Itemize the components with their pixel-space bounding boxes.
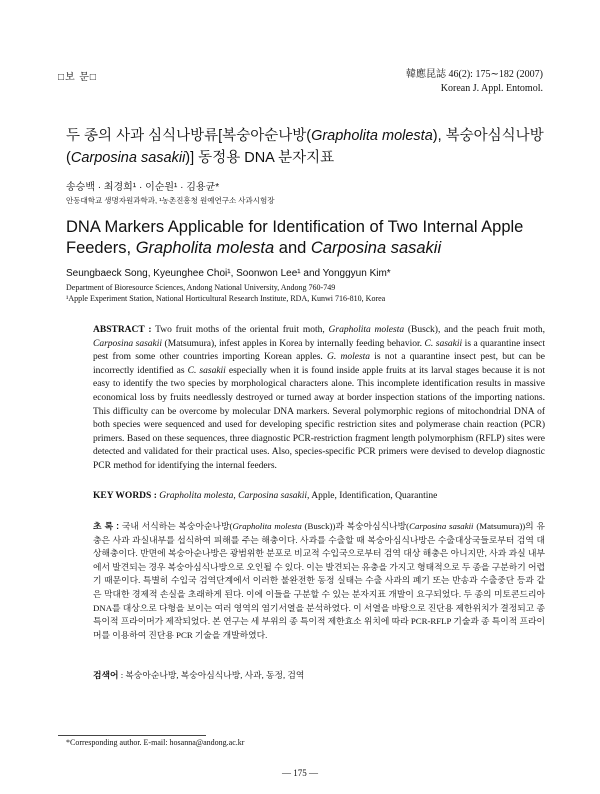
keyword-species: Carposina sasakii — [238, 491, 308, 501]
abstract-text: is a quarantine insect pest from some other countries importing Korean apples. — [93, 338, 546, 363]
abstract-text: (Busck), and the peach fruit moth, — [404, 325, 545, 335]
korean-abstract-label: 초 록 : — [93, 521, 120, 531]
footnote-divider — [58, 735, 206, 736]
keyword-species: Grapholita molesta — [159, 491, 234, 501]
korean-authors: 송승백 · 최경희¹ · 이순원¹ · 김용균* — [66, 182, 220, 193]
korean-title-species: Grapholita molesta — [311, 128, 433, 144]
english-title-text: DNA Markers Applicable for Identification of Two Internal Apple Feeders, — [66, 218, 524, 257]
affiliation-line: ¹Apple Experiment Station, National Horticultural Research Institute, RDA, Kunwi 716-810, Korea — [66, 294, 386, 303]
english-affiliation — [66, 282, 546, 304]
english-title-species: Grapholita molesta — [135, 239, 275, 257]
section-label: □보 문□ — [58, 72, 97, 83]
korean-keywords-label: 검색어 — [93, 670, 119, 680]
korean-affiliation: 안동대학교 생명자원과학과, ¹농촌진흥청 원예연구소 사과시험장 — [66, 196, 275, 205]
english-title — [66, 217, 566, 259]
abstract-text: is not a quarantine insect pest, but can be incorrectly identified as — [93, 352, 545, 376]
keyword-text: , Apple, Identification, Quarantine — [307, 491, 438, 501]
korean-abstract-text: (Busck))과 복숭아심식나방( — [301, 521, 410, 531]
journal-volume: 韓應昆誌 46(2): 175∼182 (2007) — [406, 69, 543, 80]
abstract-text: Two fruit moths of the oriental fruit moth, — [151, 325, 329, 335]
keywords-label: KEY WORDS : — [93, 491, 157, 501]
english-keywords — [93, 490, 545, 503]
journal-name: Korean J. Appl. Entomol. — [440, 83, 543, 94]
english-title-species: Carposina sasakii — [310, 239, 442, 257]
korean-title-text: )] 동정용 DNA 분자지표 — [185, 150, 335, 166]
affiliation-line: Department of Bioresource Sciences, Andong National University, Andong 760-749 — [66, 283, 336, 292]
korean-abstract-text: 국내 서식하는 복숭아순나방( — [119, 521, 233, 531]
korean-title — [66, 125, 556, 169]
english-authors: Seungbaeck Song, Kyeunghee Choi¹, Soonwon Lee¹ and Yonggyun Kim* — [66, 268, 391, 279]
korean-abstract-text: (Matsumura))의 유충은 사과 과실내부를 섭식하여 피해를 주는 해충이다. 사과를 수출할 때 복숭아심식나방은 수출대상국들로부터 검역 대상해충이다. 반면에 복숭아순나방은 광범위한 분포로 비교적 수입국으로부터 검역 대상 해충은 아니지만, 사과 과실 내부에서 발견되는 경우 복숭아심식나방으로 오인될 수 있다. 이는 발견되는 유충을 가지고 형태적으로 두 종을 구분하기 어렵기 때문이다. 특별히 수입국 검역단계에서 이러한 불완전한 동정 실태는 수출 사과의 폐기 또는 반송과 수출중단 등과 같은 막대한 경제적 손실을 초래하게 된다. 이에 이들을 구분할 수 있는 분자지표 개발이 요구되었다. 두 종의 미토콘드리아 DNA를 대상으로 다형을 보이는 여러 영역의 염기서열을 분석하였다. 이 서열을 바탕으로 진단용 제한위치가 결정되고 종 특이적 프라이머가 제작되었다. 본 연구는 세 부위의 종 특이적 제한효소 위치에 따라 PCR-RFLP 기술과 종 특이적 프라이머를 이용하여 진단용 PCR 기술을 개발하였다. — [93, 521, 545, 640]
journal-citation — [406, 68, 543, 96]
abstract-text: especially when it is found inside apple fruits at its larval stages because it is not easy to identify the two species by morphological characters alone. This incomplete identification results in massive economical loss by fruits needlessly destroyed or turned away at border inspection stations of the importing nations. This difficulty can be overcome by molecular DNA markers. Several polymorphic regions of mitochondrial DNA of both species were sequenced and used for developing specific restriction sites and polymerase chain reaction (PCR) primers. Based on these sequences, three diagnostic PCR-restriction fragment length polymorphism (RFLP) sites were detected and validated for their practical uses. Also, species-specific PCR primers were devised to develop diagnostic PCR method for identifying the internal feeders. — [93, 365, 545, 471]
korean-abstract-species: Carposina sasakii — [409, 521, 474, 531]
abstract-text: (Matsumura), infest apples in Korea by internally feeding behavior. — [162, 338, 425, 349]
english-abstract — [93, 324, 545, 474]
korean-abstract-species: Grapholita molesta — [232, 521, 302, 531]
korean-title-species: Carposina sasakii — [70, 150, 186, 166]
korean-title-text: 두 종의 사과 심식나방류[복숭아순나방( — [66, 128, 312, 144]
abstract-label: ABSTRACT : — [93, 325, 152, 335]
corresponding-author-footnote: *Corresponding author. E-mail: hosanna@andong.ac.kr — [66, 738, 245, 747]
abstract-species: G. molesta — [327, 352, 371, 363]
korean-keywords — [93, 668, 545, 681]
page-number: — 175 — — [282, 768, 318, 778]
abstract-species: C. sasakii — [424, 338, 463, 349]
korean-title-text: ), 복숭아심식나방 ( — [66, 128, 544, 166]
abstract-species: Grapholita molesta — [328, 325, 405, 335]
abstract-species: C. sasakii — [187, 365, 226, 376]
abstract-species: Carposina sasakii — [93, 338, 163, 349]
english-title-text: and — [274, 239, 311, 257]
korean-abstract — [93, 520, 545, 642]
keyword-sep: , — [233, 491, 239, 501]
korean-keywords-text: : 복숭아순나방, 복숭아심식나방, 사과, 동정, 검역 — [118, 670, 305, 680]
